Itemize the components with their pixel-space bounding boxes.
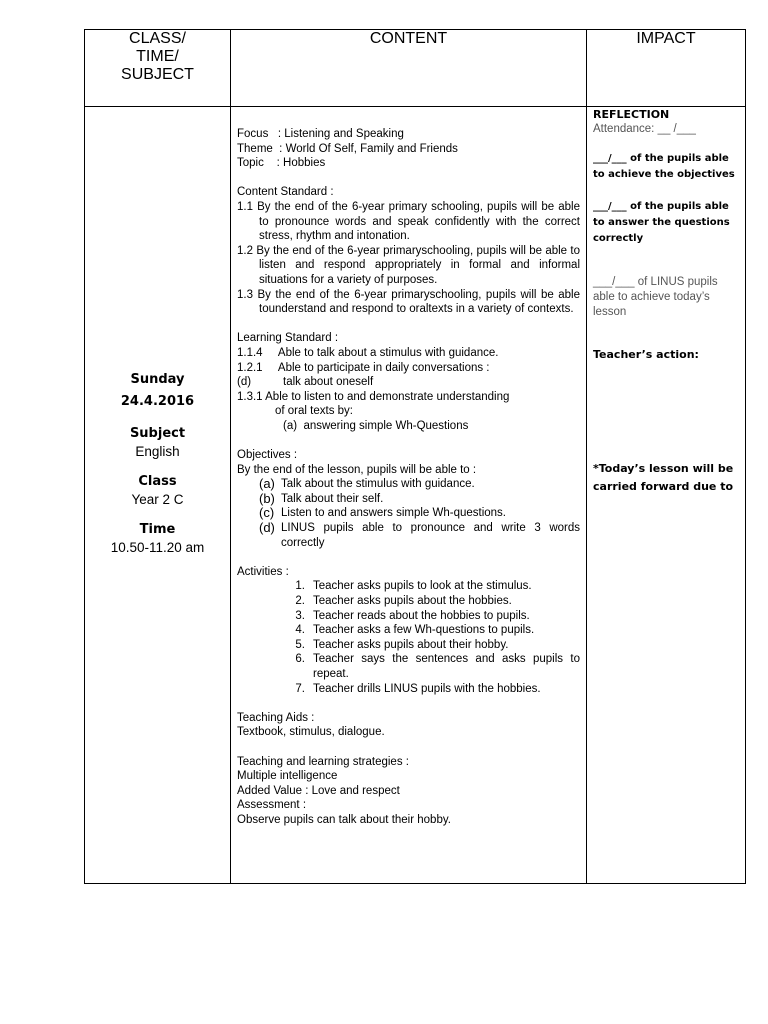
activity-item bbox=[237, 594, 580, 609]
teachers-action-label: Teacher’s action: bbox=[593, 348, 699, 361]
activity-number: 5. bbox=[295, 638, 305, 651]
class-label: Class bbox=[138, 474, 177, 489]
impact-cell bbox=[587, 107, 746, 884]
date-label: 24.4.2016 bbox=[120, 394, 195, 409]
objective-item bbox=[237, 477, 580, 492]
objective-letter: (a) bbox=[259, 476, 275, 492]
activity-number: 4. bbox=[295, 624, 305, 637]
questions-answered-line: ___/___ of the pupils able to answer the questions correctly bbox=[593, 201, 730, 244]
objectives-intro: By the end of the lesson, pupils will be able to : bbox=[237, 463, 477, 476]
theme-line: Theme : World Of Self, Family and Friends bbox=[237, 142, 458, 155]
content-standard-title: Content Standard : bbox=[237, 186, 334, 199]
content-cell bbox=[231, 107, 587, 884]
learning-standard-line: 1.1.4 Able to talk about a stimulus with guidance. bbox=[237, 346, 499, 359]
objective-text: LINUS pupils able to pronounce and write 3 words correctly bbox=[281, 522, 580, 549]
header-row bbox=[85, 30, 746, 107]
class-value: Year 2 C bbox=[131, 492, 184, 507]
objectives-title: Objectives : bbox=[237, 449, 298, 462]
strategies-text: Multiple intelligence bbox=[237, 770, 338, 783]
activity-text: Teacher reads about the hobbies to pupils. bbox=[313, 609, 530, 622]
activity-text: Teacher says the sentences and asks pupils to repeat. bbox=[313, 653, 580, 680]
time-value: 10.50-11.20 am bbox=[110, 540, 205, 555]
activity-text: Teacher asks pupils about their hobby. bbox=[313, 638, 509, 651]
objective-letter: (d) bbox=[259, 520, 275, 536]
objective-item bbox=[237, 521, 580, 550]
activity-text: Teacher drills LINUS pupils with the hobbies. bbox=[313, 682, 541, 695]
teaching-aids-text: Textbook, stimulus, dialogue. bbox=[237, 726, 385, 739]
lesson-plan-table bbox=[84, 29, 746, 884]
activity-text: Teacher asks pupils about the hobbies. bbox=[313, 595, 512, 607]
assessment-text: Observe pupils can talk about their hobby. bbox=[237, 813, 451, 826]
objective-letter: (b) bbox=[259, 490, 275, 506]
content-standard-item: 1.1 By the end of the 6-year primary schooling, pupils will be able to pronounce words and speak confidently with the correct stress, rhythm and intonation. bbox=[237, 200, 580, 243]
learning-standard-title: Learning Standard : bbox=[237, 332, 339, 345]
subject-label: Subject bbox=[129, 426, 186, 441]
activity-item bbox=[237, 579, 580, 594]
carried-forward-note: *Today’s lesson will be carried forward due to bbox=[593, 462, 734, 493]
objective-text: Talk about the stimulus with guidance. bbox=[281, 478, 475, 491]
reflection-heading: REFLECTION bbox=[593, 108, 670, 121]
content-standard-item: 1.2 By the end of the 6-year primaryschooling, pupils will be able to listen and respond appropriately in formal and informal situations for a variety of purposes. bbox=[237, 244, 580, 286]
activity-item bbox=[237, 682, 580, 697]
activity-text: Teacher asks a few Wh-questions to pupils. bbox=[313, 624, 535, 637]
activity-number: 1. bbox=[295, 580, 305, 593]
activity-item bbox=[237, 652, 580, 681]
attendance-line: Attendance: __ /___ bbox=[593, 123, 696, 135]
activities-title: Activities : bbox=[237, 565, 289, 578]
strategies-title: Teaching and learning strategies : bbox=[237, 755, 409, 768]
learning-standard-line: (d) talk about oneself bbox=[237, 376, 374, 389]
learning-standard-line: 1.2.1 Able to participate in daily conversations : bbox=[237, 361, 490, 374]
day-label: Sunday bbox=[130, 372, 185, 387]
activity-number: 2. bbox=[295, 595, 305, 607]
header-impact: IMPACT bbox=[587, 30, 746, 107]
lesson-row bbox=[85, 107, 746, 884]
header-content: CONTENT bbox=[231, 30, 587, 107]
activity-number: 7. bbox=[295, 682, 305, 695]
activity-number: 6. bbox=[295, 653, 305, 666]
activity-number: 3. bbox=[295, 609, 305, 622]
objective-item bbox=[237, 492, 580, 507]
objectives-achieved-line: ___/___ of the pupils able to achieve the objectives bbox=[593, 153, 735, 180]
focus-line: Focus : Listening and Speaking bbox=[237, 128, 404, 140]
content-standard-item: 1.3 By the end of the 6-year primaryschooling, pupils will be able tounderstand and respond to oraltexts in a variety of contexts. bbox=[237, 288, 580, 316]
objective-item bbox=[237, 506, 580, 521]
learning-standard-line: 1.3.1 Able to listen to and demonstrate understanding bbox=[237, 390, 510, 403]
objective-letter: (c) bbox=[259, 505, 275, 521]
class-time-subject-cell bbox=[85, 107, 231, 884]
activity-item bbox=[237, 609, 580, 624]
added-value-text: Added Value : Love and respect bbox=[237, 784, 400, 797]
objective-text: Talk about their self. bbox=[281, 492, 384, 505]
subject-value: English bbox=[135, 444, 180, 459]
activity-text: Teacher asks pupils to look at the stimulus. bbox=[313, 580, 532, 593]
assessment-title: Assessment : bbox=[237, 799, 307, 812]
activity-item bbox=[237, 623, 580, 638]
linus-pupils-line: ___/___ of LINUS pupils able to achieve today’s lesson bbox=[593, 276, 718, 318]
learning-standard-line: of oral texts by: bbox=[275, 405, 353, 418]
objective-text: Listen to and answers simple Wh-questions. bbox=[281, 507, 506, 520]
time-label: Time bbox=[139, 522, 176, 537]
learning-standard-line: (a) answering simple Wh-Questions bbox=[283, 419, 469, 432]
activity-item bbox=[237, 638, 580, 653]
header-class-time-subject: CLASS/ TIME/ SUBJECT bbox=[85, 30, 231, 107]
topic-line: Topic : Hobbies bbox=[237, 157, 326, 170]
teaching-aids-title: Teaching Aids : bbox=[237, 711, 315, 724]
